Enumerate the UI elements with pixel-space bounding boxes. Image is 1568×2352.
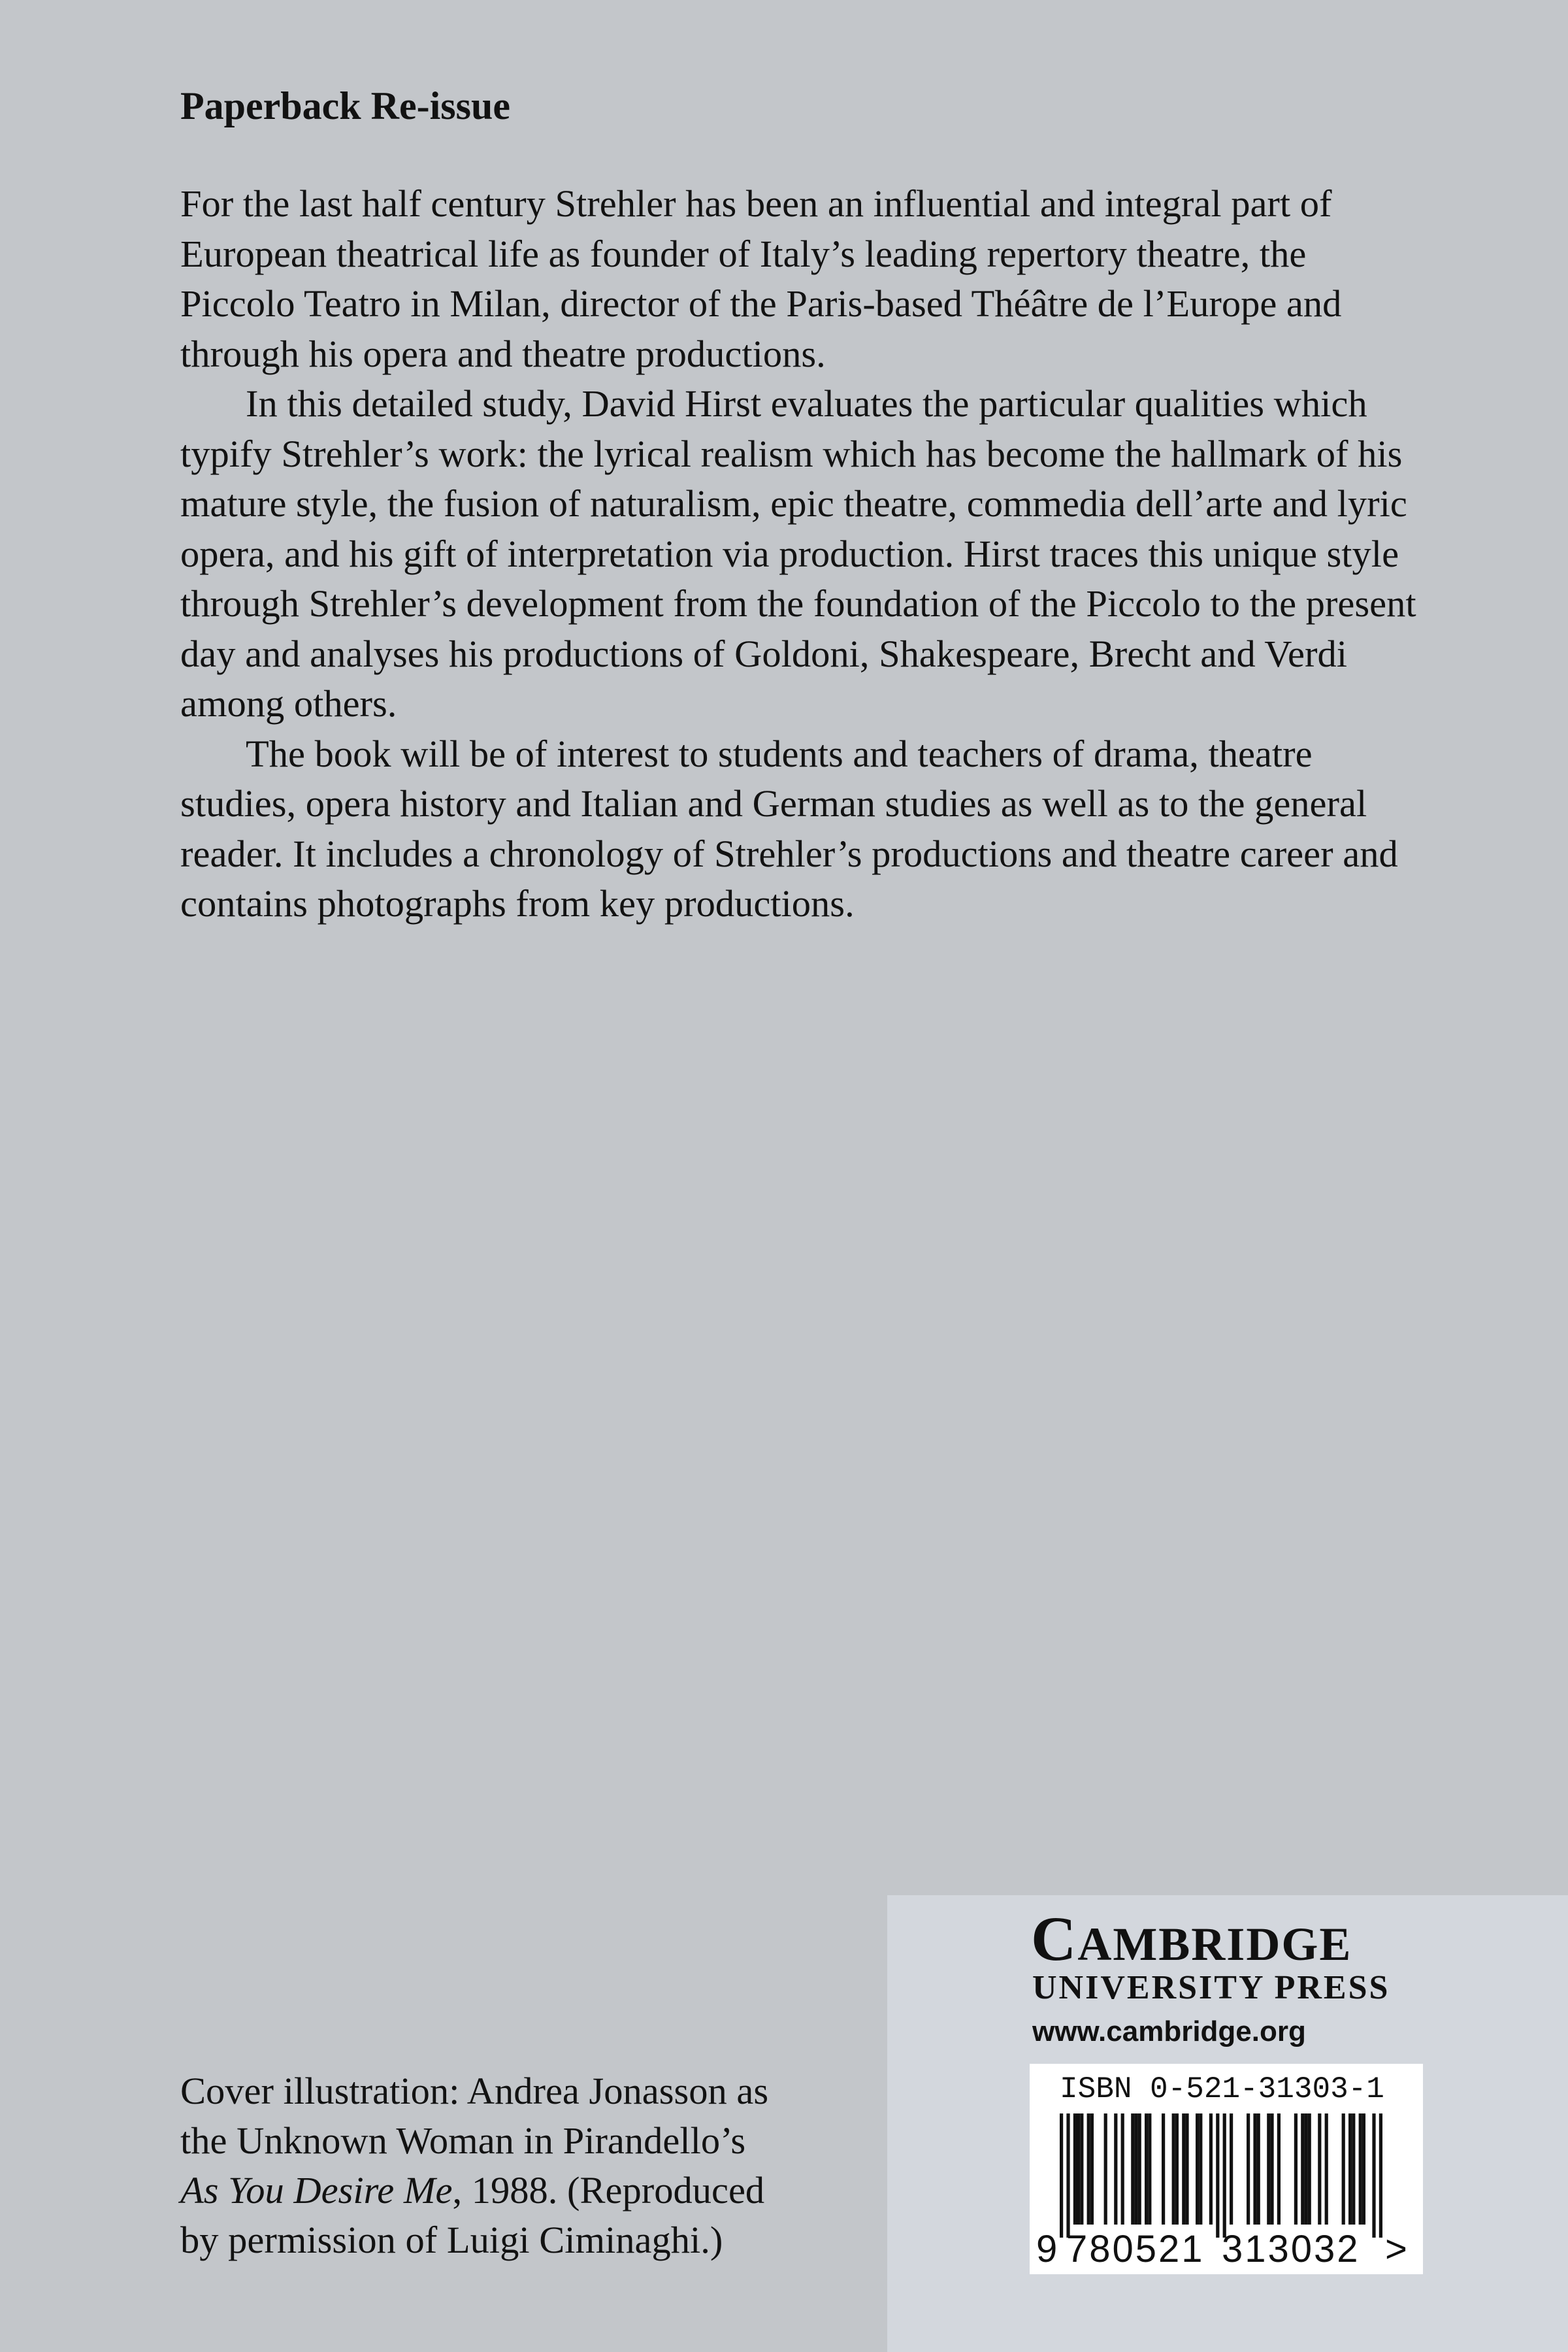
barcode-bar (1348, 2113, 1352, 2225)
barcode-guard-bar (1060, 2113, 1063, 2238)
barcode-bar (1270, 2113, 1273, 2225)
barcode-bar (1294, 2113, 1298, 2225)
barcode (1060, 2113, 1399, 2238)
cover-credit-line: the Unknown Woman in Pirandello’s (180, 2119, 746, 2162)
barcode-bar (1277, 2113, 1281, 2225)
barcode-bar (1131, 2113, 1134, 2225)
barcode-bar (1257, 2113, 1260, 2225)
ean-first-digit: 9 (1036, 2228, 1058, 2270)
barcode-guard-bar (1379, 2113, 1382, 2238)
cover-credit-line: by permission of Luigi Ciminaghi.) (180, 2219, 723, 2261)
blurb-paragraph: For the last half century Strehler has been an influential and integral part of European theatrical life as founder of Italy’s leading repertory theatre, the Piccolo Teatro in Milan, director of the Paris-based Théâtre de l’Europe and through his opera and theatre productions. (180, 182, 1342, 375)
cover-credit-text: , 1988. (Reproduced (452, 2169, 765, 2211)
barcode-bar (1209, 2113, 1213, 2225)
barcode-bar (1325, 2113, 1328, 2225)
barcode-bar (1185, 2113, 1188, 2225)
barcode-bar (1253, 2113, 1256, 2225)
barcode-bar (1247, 2113, 1250, 2225)
barcode-bar (1318, 2113, 1321, 2225)
barcode-bar (1114, 2113, 1117, 2225)
blurb-paragraph: The book will be of interest to students and teachers of drama, theatre studies, opera history and Italian and German studies as well as to the general reader. It includes a chronology of Strehler’s productions and theatre career and contains photographs from key productions. (180, 732, 1398, 925)
barcode-bar (1175, 2113, 1179, 2225)
barcode-bar (1196, 2113, 1199, 2225)
blurb-paragraph: In this detailed study, David Hirst evaluates the particular qualities which typify Strehler’s work: the lyrical realism which has become the hallmark of his mature style, the fusion of naturalism, epic theatre, commedia dell’arte and lyric opera, and his gift of interpretation via production. Hirst traces this unique style through Strehler’s development from the foundation of the Piccolo to the present day and analyses his productions of Goldoni, Shakespeare, Brecht and Verdi among others. (180, 382, 1416, 725)
barcode-bar (1104, 2113, 1107, 2225)
barcode-bar (1073, 2113, 1077, 2225)
cover-credit-line: Cover illustration: Andrea Jonasson as (180, 2070, 769, 2112)
barcode-bar (1148, 2113, 1151, 2225)
ean-left-group: 780521 (1066, 2228, 1205, 2270)
barcode-bar (1352, 2113, 1355, 2225)
ean-arrow: > (1385, 2228, 1407, 2270)
barcode-bar (1162, 2113, 1165, 2225)
publisher-logo (1031, 1904, 1352, 1974)
barcode-bar (1308, 2113, 1311, 2225)
barcode-bar (1182, 2113, 1185, 2225)
isbn-label: ISBN 0-521-31303-1 (1060, 2072, 1384, 2106)
barcode-bar (1304, 2113, 1307, 2225)
barcode-guard-bar (1066, 2113, 1070, 2238)
play-title: As You Desire Me (180, 2169, 453, 2211)
barcode-bar (1087, 2113, 1090, 2225)
barcode-bar (1342, 2113, 1345, 2225)
barcode-bar (1090, 2113, 1094, 2225)
barcode-box (1030, 2064, 1423, 2274)
barcode-bar (1077, 2113, 1080, 2225)
barcode-bar (1359, 2113, 1362, 2225)
barcode-bar (1301, 2113, 1304, 2225)
publisher-name: AMBRIDGE (1077, 1918, 1352, 1970)
barcode-bar (1121, 2113, 1124, 2225)
publisher-initial: C (1031, 1904, 1078, 1974)
cover-credit (180, 2066, 899, 2265)
publisher-subtitle: UNIVERSITY PRESS (1032, 1969, 1390, 2006)
barcode-bar (1172, 2113, 1175, 2225)
publisher-panel (887, 1895, 1568, 2352)
barcode-bar (1362, 2113, 1365, 2225)
barcode-guard-bar (1223, 2113, 1226, 2238)
barcode-bar (1080, 2113, 1083, 2225)
barcode-guard-bar (1372, 2113, 1375, 2238)
publisher-url: www.cambridge.org (1032, 2015, 1306, 2047)
barcode-guard-bar (1216, 2113, 1219, 2238)
heading: Paperback Re-issue (180, 84, 510, 127)
blurb (180, 179, 1422, 929)
cover-credit-line (180, 2166, 899, 2215)
barcode-bar (1138, 2113, 1141, 2225)
barcode-bar (1267, 2113, 1270, 2225)
barcode-bar (1199, 2113, 1202, 2225)
barcode-bar (1134, 2113, 1137, 2225)
barcode-bar (1145, 2113, 1148, 2225)
ean-right-group: 313032 (1222, 2228, 1360, 2270)
barcode-bar (1230, 2113, 1233, 2225)
